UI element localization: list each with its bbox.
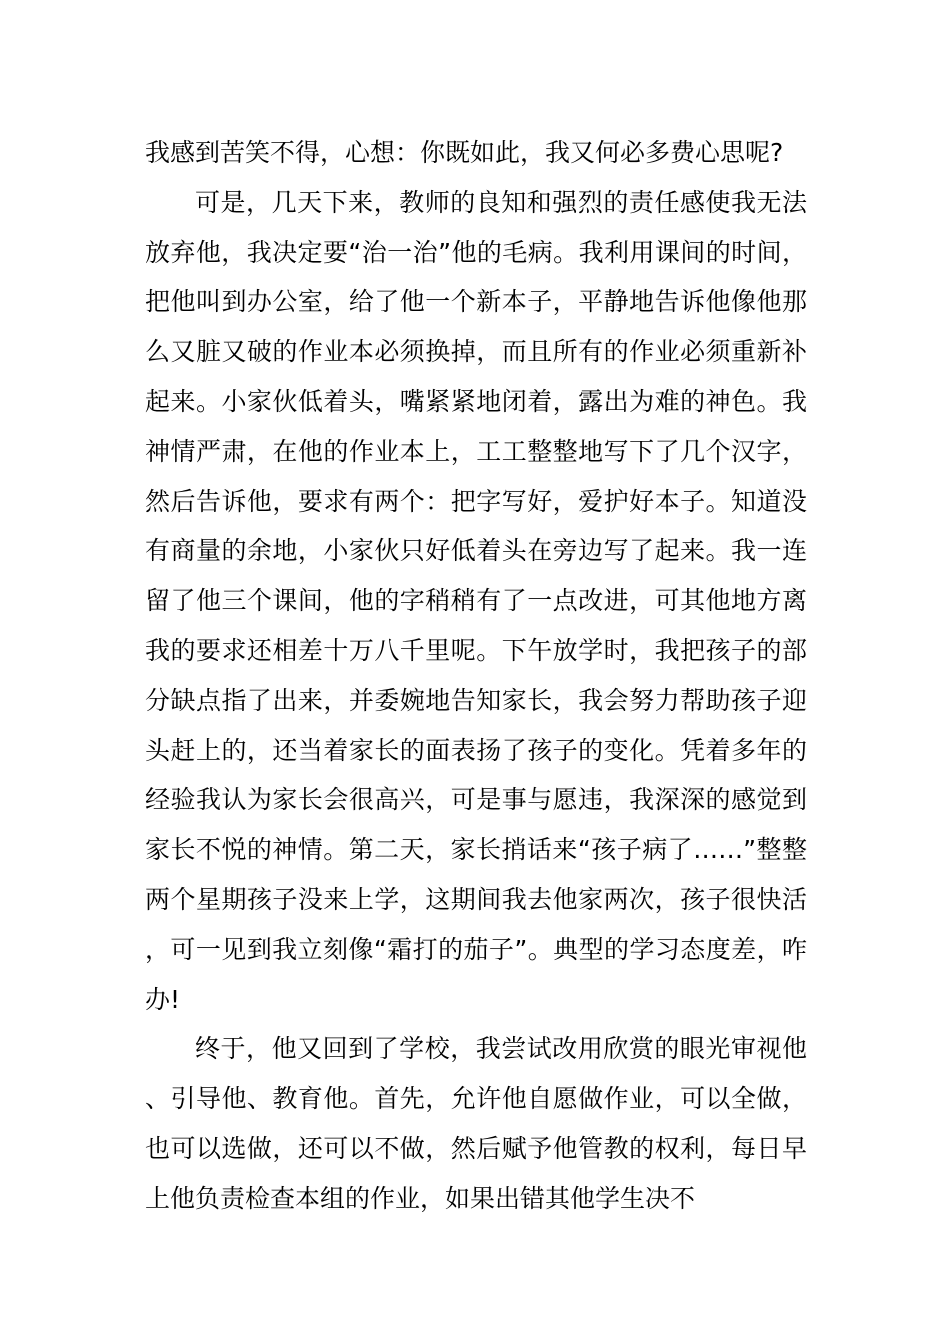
paragraph-1: 我感到苦笑不得，心想：你既如此，我又何必多费心思呢?: [145, 138, 784, 167]
paragraph-3: 终于，他又回到了学校，我尝试改用欣赏的眼光审视他、引导他、教育他。首先，允许他自愿做作业，可以全做，也可以选做，还可以不做，然后赋予他管教的权利，每日早上他负责检查本组的作业，如果出错其他学生决不: [145, 1034, 807, 1213]
paragraph-2: 可是，几天下来，教师的良知和强烈的责任感使我无法放弃他，我决定要“治一治”他的毛病。我利用课间的时间，把他叫到办公室，给了他一个新本子，平静地告诉他像他那么又脏又破的作业本必须换掉，而且所有的作业必须重新补起来。小家伙低着头，嘴紧紧地闭着，露出为难的神色。我神情严肃，在他的作业本上，工工整整地写下了几个汉字，然后告诉他，要求有两个：把字写好，爱护好本子。知道没有商量的余地，小家伙只好低着头在旁边写了起来。我一连留了他三个课间，他的字稍稍有了一点改进，可其他地方离我的要求还相差十万八千里呢。下午放学时，我把孩子的部分缺点指了出来，并委婉地告知家长，我会努力帮助孩子迎头赶上的，还当着家长的面表扬了孩子的变化。凭着多年的经验我认为家长会很高兴，可是事与愿违，我深深的感觉到家长不悦的神情。第二天，家长捎话来“孩子病了……”整整两个星期孩子没来上学，这期间我去他家两次，孩子很快活，可一见到我立刻像“霜打的茄子”。典型的学习态度差，咋办!: [145, 187, 807, 1014]
body-text: [145, 128, 807, 1224]
